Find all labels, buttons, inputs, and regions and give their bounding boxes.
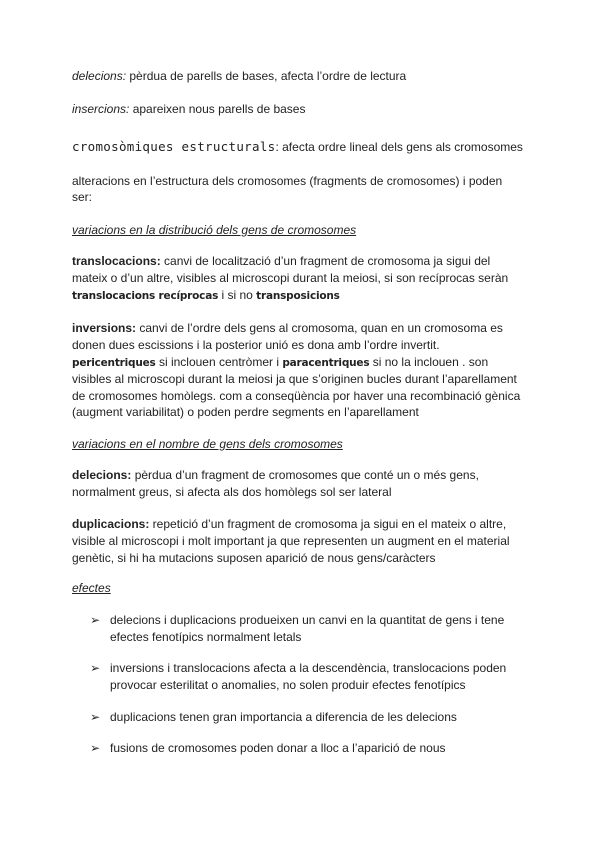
text: repetició d’un fragment de cromosoma ja sigui en el mateix o altre, xyxy=(149,517,507,531)
text: : afecta ordre lineal dels gens als cromosomes xyxy=(275,140,523,154)
term: translocacions: xyxy=(72,254,161,268)
arrow-bullet-icon: ➢ xyxy=(90,613,101,627)
section-heading-distribucio: variacions en la distribució dels gens de cromosomes xyxy=(72,223,357,237)
paragraph-delecions-bases xyxy=(72,68,406,85)
paragraph-duplicacions-line3: genètic, si hi ha mutacions suposen aparició de nous gens/caràcters xyxy=(72,551,436,565)
paragraph-inversions-line6: (augment variabilitat) o poden perdre segments en l’aparellament xyxy=(72,405,419,419)
highlight-term: paracentriques xyxy=(282,357,370,369)
paragraph-duplicacions-line1 xyxy=(72,516,506,533)
paragraph-delecions-line2: normalment greus, si afecta als dos homòlegs sol ser lateral xyxy=(72,485,392,499)
paragraph-alteracions-line1: alteracions en l’estructura dels cromosomes (fragments de cromosomes) i poden xyxy=(72,174,503,188)
arrow-bullet-icon: ➢ xyxy=(90,741,101,755)
paragraph-estructurals xyxy=(72,138,523,156)
text: pèrdua d’un fragment de cromosomes que conté un o més gens, xyxy=(131,468,479,482)
paragraph-translocacions-line2: mateix o d’un altre, visibles al microscopi durant la meiosi, si son recíprocas seràn xyxy=(72,271,509,285)
term: cromosòmiques estructurals xyxy=(72,139,276,154)
term: duplicacions: xyxy=(72,517,150,531)
term: delecions: xyxy=(72,69,127,83)
text: si inclouen centròmer i xyxy=(155,355,283,369)
paragraph-inversions-line3 xyxy=(72,354,488,372)
paragraph-inversions-line2: donen dues escissions i la posterior unió es dona amb l’ordre invertit. xyxy=(72,338,440,352)
arrow-bullet-icon: ➢ xyxy=(90,661,101,675)
text: apareixen nous parells de bases xyxy=(129,102,306,116)
text: pèrdua de parells de bases, afecta l’ordre de lectura xyxy=(126,69,407,83)
highlight-term: translocacions recíprocas xyxy=(72,290,219,302)
text: si no la inclouen . son xyxy=(369,355,489,369)
highlight-term: pericentriques xyxy=(72,357,156,369)
list-item-line: provocar esterilitat o anomalies, no solen produir efectes fenotípics xyxy=(110,678,466,692)
arrow-bullet-icon: ➢ xyxy=(90,710,101,724)
paragraph-inversions-line1 xyxy=(72,320,503,337)
paragraph-insercions xyxy=(72,101,305,118)
paragraph-inversions-line4: visibles al microscopi durant la meiosi ja que s’originen bucles durant l’aparellament xyxy=(72,372,517,386)
paragraph-translocacions-line3 xyxy=(72,287,340,305)
list-item-line: delecions i duplicacions produeixen un canvi en la quantitat de gens i tene xyxy=(110,613,505,627)
paragraph-alteracions-line2: ser: xyxy=(72,190,93,204)
section-heading-efectes: efectes xyxy=(72,581,111,595)
text: canvi de localització d’un fragment de cromosoma ja sigui del xyxy=(160,254,491,268)
text: canvi de l’ordre dels gens al cromosoma, quan en un cromosoma es xyxy=(136,321,503,335)
term: inversions: xyxy=(72,321,137,335)
section-heading-nombre: variacions en el nombre de gens dels cromosomes xyxy=(72,437,343,451)
highlight-term: transposicions xyxy=(256,290,340,302)
term: delecions: xyxy=(72,468,132,482)
paragraph-translocacions-line1 xyxy=(72,253,490,270)
list-item-line: duplicacions tenen gran importancia a diferencia de les delecions xyxy=(110,710,457,724)
list-item-line: inversions i translocacions afecta a la descendència, translocacions poden xyxy=(110,661,507,675)
list-item-line: efectes fenotípics normalment letals xyxy=(110,630,302,644)
list-item-line: fusions de cromosomes poden donar a lloc a l’aparició de nous xyxy=(110,741,446,755)
paragraph-duplicacions-line2: visible al microscopi i molt important ja que representen un augment en el material xyxy=(72,534,510,548)
paragraph-delecions-line1 xyxy=(72,467,479,484)
term: insercions: xyxy=(72,102,130,116)
text: i si no xyxy=(218,288,257,302)
paragraph-inversions-line5: de cromosomes homòlegs. com a conseqüència por haver una recombinació gènica xyxy=(72,389,521,403)
